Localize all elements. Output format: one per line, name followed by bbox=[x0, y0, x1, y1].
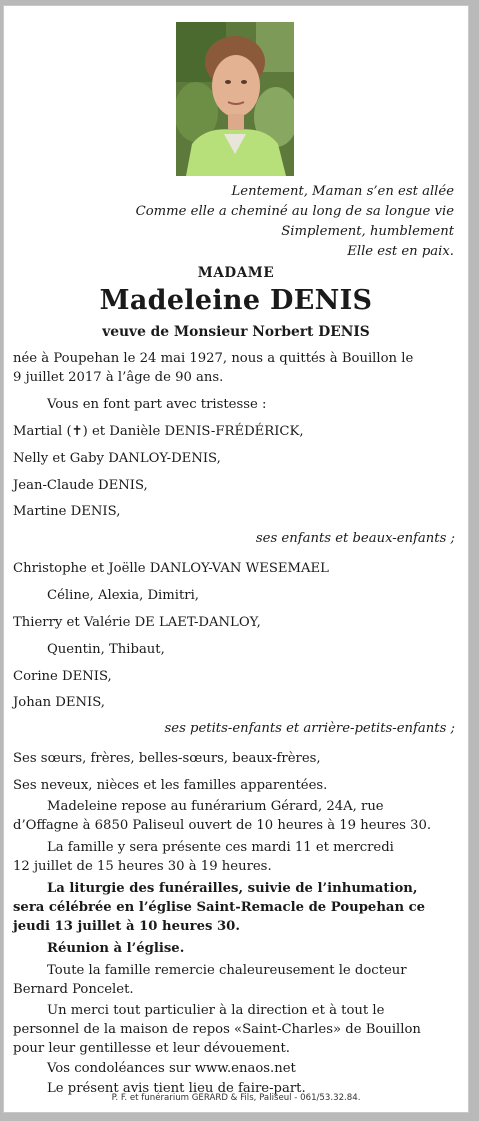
thanks-line: pour leur gentillesse et leur dévouement. bbox=[13, 1041, 290, 1056]
poem bbox=[94, 182, 454, 262]
widow-line: veuve de Monsieur Norbert DENIS bbox=[102, 324, 370, 340]
thanks-line: Toute la famille remercie chaleureusement le docteur bbox=[47, 963, 407, 978]
grandchild-line: Quentin, Thibaut, bbox=[47, 642, 165, 657]
visit-line: 12 juillet de 15 heures 30 à 19 heures. bbox=[13, 859, 272, 874]
liturgy-line: jeudi 13 juillet à 10 heures 30. bbox=[13, 919, 240, 934]
notice-line: Le présent avis tient lieu de faire-part. bbox=[47, 1081, 306, 1096]
deceased-name: Madeleine DENIS bbox=[99, 285, 373, 316]
portrait-photo bbox=[176, 22, 294, 176]
grandchildren-label: ses petits-enfants et arrière-petits-enfants ; bbox=[164, 721, 455, 736]
poem-line: Comme elle a cheminé au long de sa longue vie bbox=[135, 204, 454, 219]
poem-line: Simplement, humblement bbox=[281, 224, 454, 239]
liturgy-line: La liturgie des funérailles, suivie de l’inhumation, bbox=[47, 881, 418, 896]
rest-line: d’Offagne à 6850 Paliseul ouvert de 10 heures à 19 heures 30. bbox=[13, 818, 432, 833]
honorific-title: MADAME bbox=[197, 265, 275, 281]
obituary-card bbox=[3, 5, 469, 1113]
birth-line: née à Poupehan le 24 mai 1927, nous a quittés à Bouillon le bbox=[13, 351, 414, 366]
poem-line: Lentement, Maman s’en est allée bbox=[231, 184, 454, 199]
poem-line: Elle est en paix. bbox=[347, 244, 454, 259]
child-line: Nelly et Gaby DANLOY-DENIS, bbox=[13, 451, 221, 466]
grandchild-line: Johan DENIS, bbox=[13, 695, 105, 710]
children-label: ses enfants et beaux-enfants ; bbox=[255, 531, 455, 546]
thanks-line: Bernard Poncelet. bbox=[13, 982, 134, 997]
birth-line: 9 juillet 2017 à l’âge de 90 ans. bbox=[13, 370, 224, 385]
grandchild-line: Thierry et Valérie DE LAET-DANLOY, bbox=[13, 615, 261, 630]
thanks-line: personnel de la maison de repos «Saint-Charles» de Bouillon bbox=[13, 1022, 421, 1037]
child-line: Martine DENIS, bbox=[13, 504, 121, 519]
siblings-line: Ses sœurs, frères, belles-sœurs, beaux-frères, bbox=[13, 751, 321, 766]
meeting-line: Réunion à l’église. bbox=[47, 941, 185, 956]
child-line: Martial (✝) et Danièle DENIS-FRÉDÉRICK, bbox=[13, 424, 304, 439]
liturgy-line: sera célébrée en l’église Saint-Remacle de Poupehan ce bbox=[13, 900, 426, 915]
grandchild-line: Corine DENIS, bbox=[13, 669, 112, 684]
visit-line: La famille y sera présente ces mardi 11 et mercredi bbox=[47, 840, 394, 855]
grandchild-line: Christophe et Joëlle DANLOY-VAN WESEMAEL bbox=[13, 561, 329, 576]
nephews-line: Ses neveux, nièces et les familles apparentées. bbox=[13, 778, 328, 793]
condolences-line: Vos condoléances sur www.enaos.net bbox=[47, 1061, 296, 1076]
rest-line: Madeleine repose au funérarium Gérard, 24A, rue bbox=[47, 799, 384, 814]
portrait-image bbox=[176, 22, 294, 176]
grandchild-line: Céline, Alexia, Dimitri, bbox=[47, 588, 199, 603]
funeral-home-footer: P. F. et funérarium GERARD & Fils, Paliseul - 061/53.32.84. bbox=[111, 1093, 361, 1103]
child-line: Jean-Claude DENIS, bbox=[13, 478, 148, 493]
thanks-line: Un merci tout particulier à la direction et à tout le bbox=[47, 1003, 385, 1018]
intro-line: Vous en font part avec tristesse : bbox=[47, 397, 267, 412]
